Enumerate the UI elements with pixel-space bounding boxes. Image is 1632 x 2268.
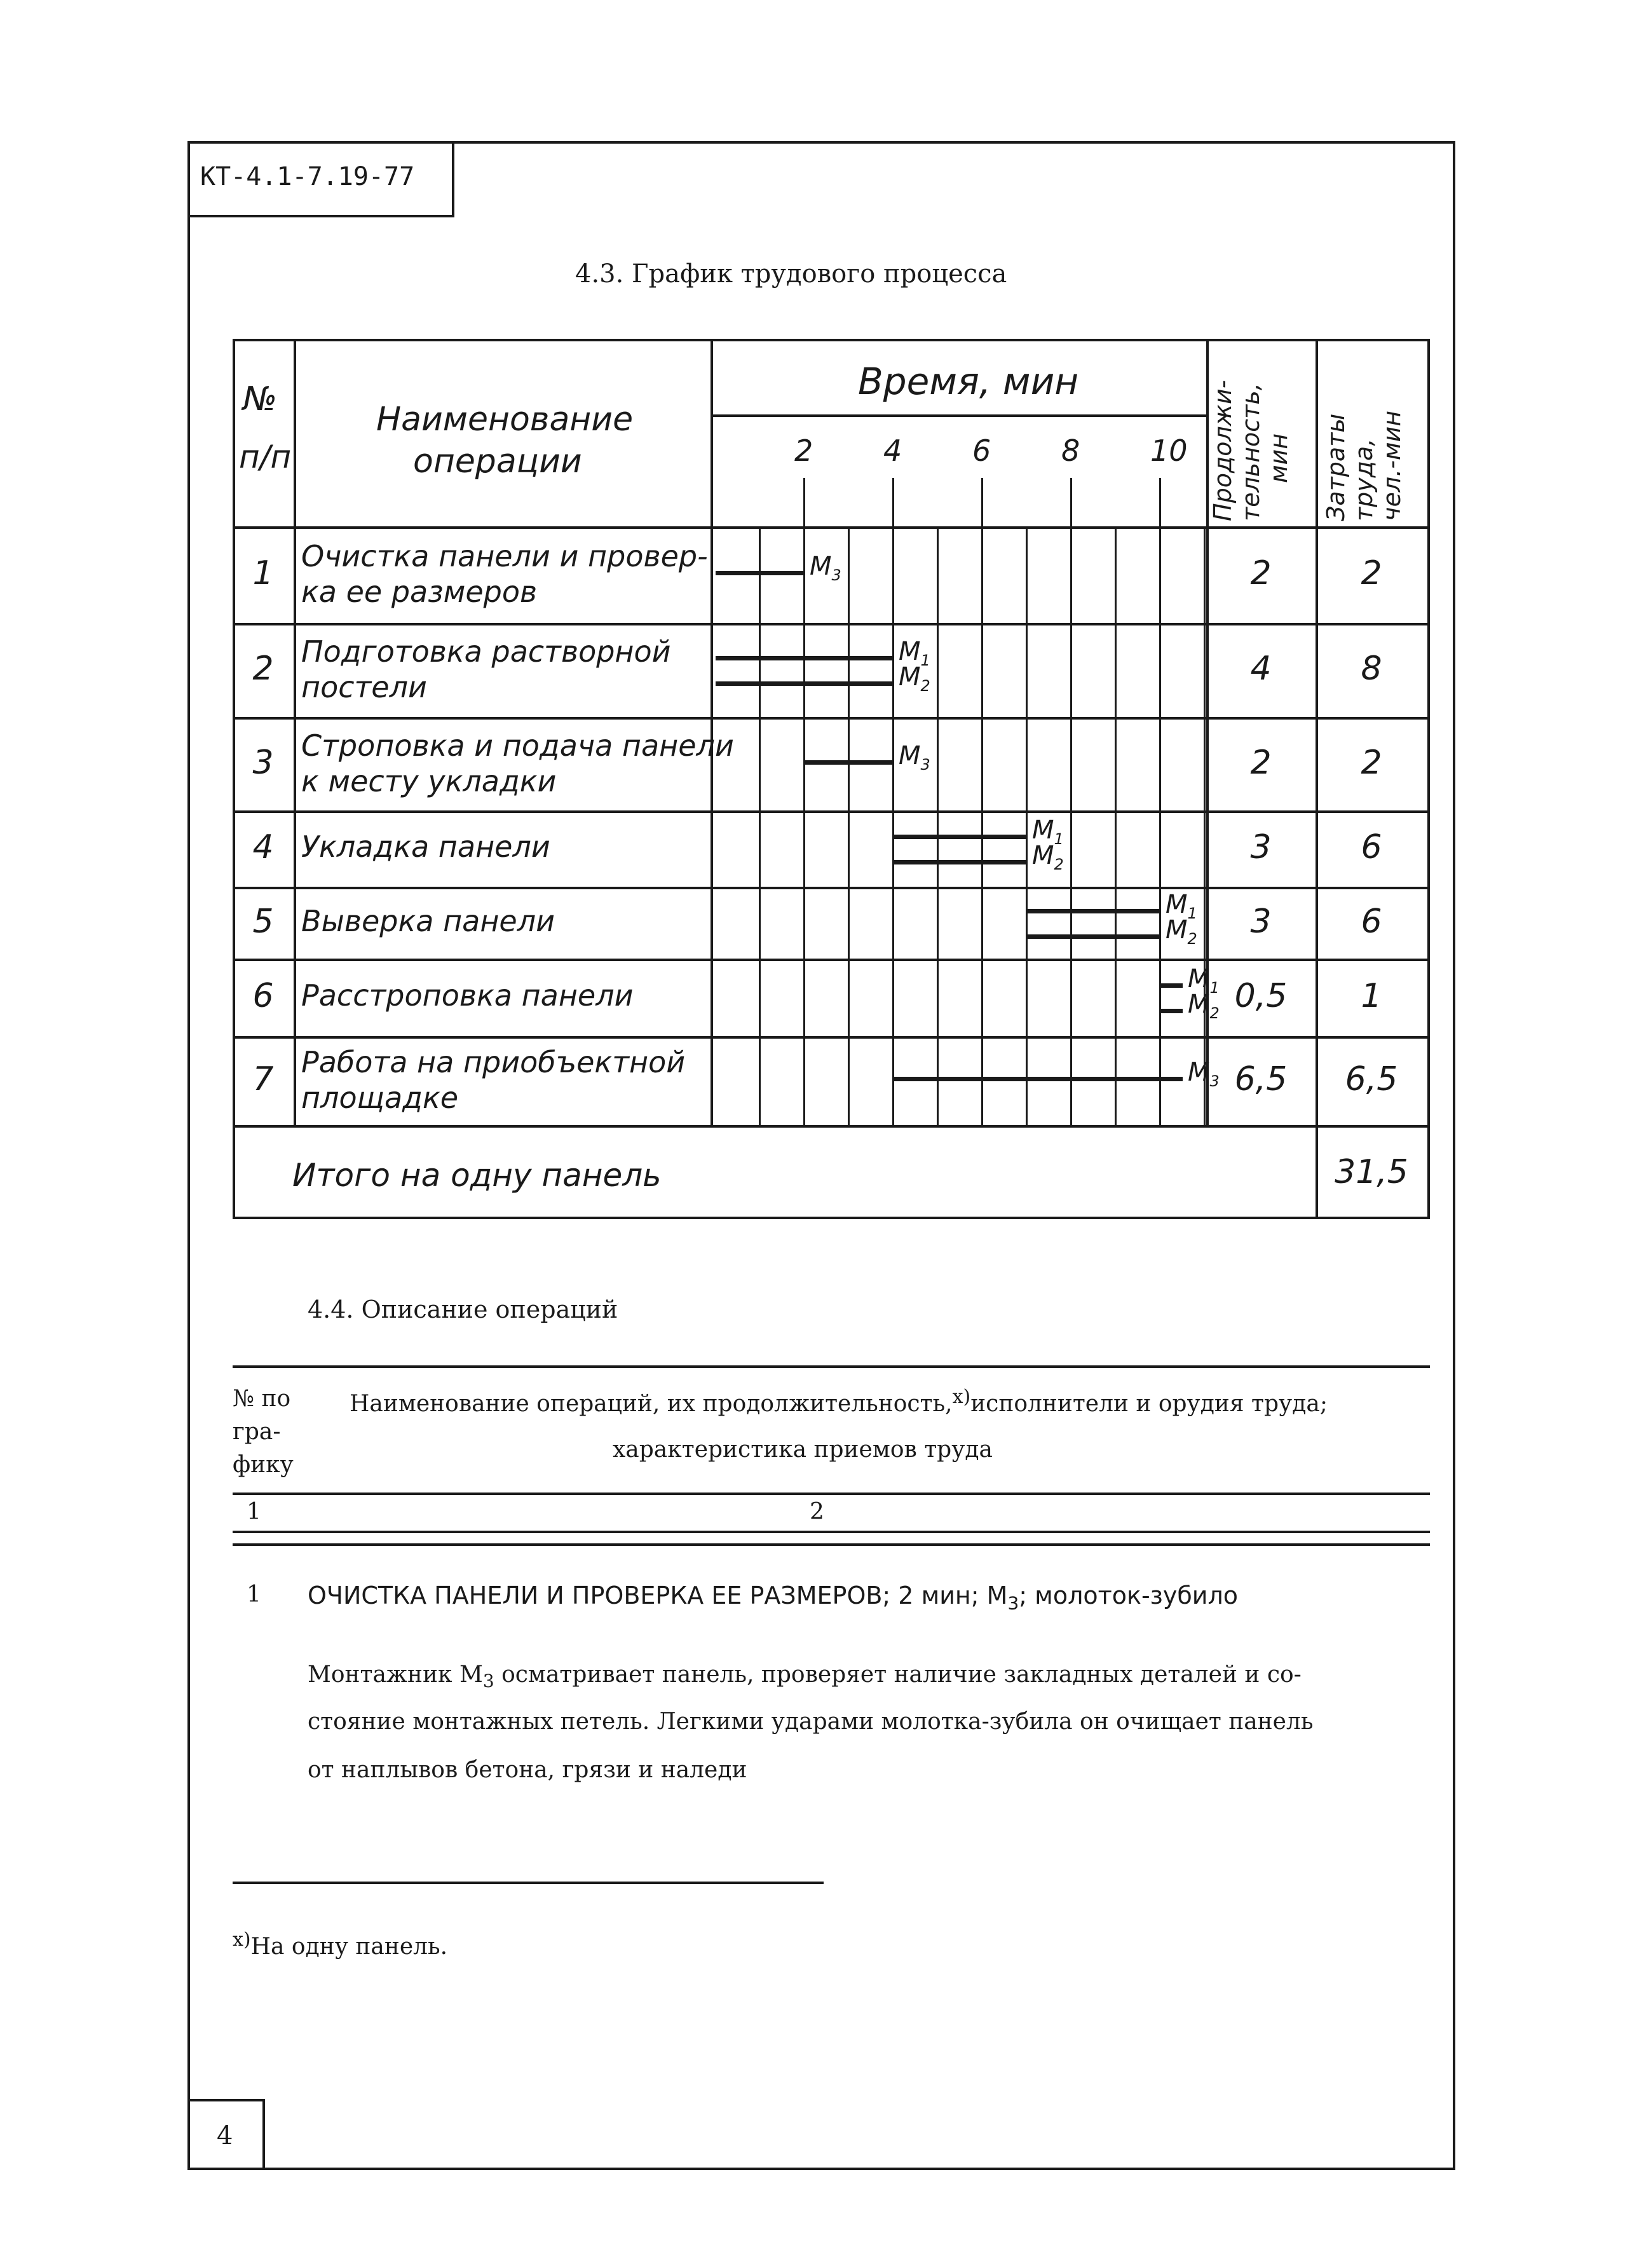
time-grid-line [1115, 526, 1117, 1125]
total-value: 31,5 [1335, 1153, 1408, 1191]
time-tick-mark [1070, 478, 1072, 526]
page-number: 4 [187, 2099, 265, 2170]
op1-desc1-b: осматривает панель, проверяет наличие закладных деталей и со- [494, 1662, 1302, 1688]
schedule-bar [716, 681, 894, 686]
worker-index: 3 [831, 566, 841, 584]
operation-name: Укладка панели [301, 830, 550, 864]
table-rule [233, 623, 1430, 625]
table-rule [233, 1036, 1430, 1039]
operation-name-line2: ка ее размеров [301, 575, 538, 609]
worker-letter: М [1188, 1058, 1210, 1087]
operation-name-line1: Работа на приобъектной [301, 1045, 686, 1079]
ops-rule [233, 1543, 1430, 1546]
time-tick-label: 6 [972, 434, 991, 468]
worker-letter: М [1166, 915, 1188, 945]
worker-index: 2 [920, 677, 930, 695]
worker-index: 1 [1054, 830, 1064, 848]
header-labor-line2: труда, [1350, 438, 1378, 521]
labor-value: 6,5 [1345, 1060, 1398, 1098]
labor-value: 1 [1361, 977, 1382, 1015]
worker-label [1188, 1058, 1220, 1090]
worker-letter: М [1032, 841, 1054, 870]
table-rule [233, 717, 1430, 720]
operation-name-line1: Строповка и подача панели [301, 728, 734, 763]
duration-value: 6,5 [1234, 1060, 1288, 1098]
time-grid-line [803, 526, 805, 1125]
header-name-line2: операции [413, 442, 582, 481]
worker-letter: М [1188, 990, 1210, 1019]
table-rule [233, 339, 1430, 341]
labor-value: 2 [1361, 554, 1382, 592]
ops-col2-line2: характеристика приемов труда [613, 1437, 993, 1463]
op1-title-a: ОЧИСТКА ПАНЕЛИ И ПРОВЕРКА ЕЕ РАЗМЕРОВ; 2 мин; М [308, 1581, 1008, 1609]
worker-letter: М [810, 552, 832, 581]
header-labor [1322, 411, 1406, 521]
operation-name-line1: Подготовка растворной [301, 634, 671, 669]
header-no-sign: № [243, 380, 278, 418]
schedule-bar [1160, 983, 1183, 988]
header-duration-line3: мин [1265, 433, 1293, 483]
ops-col-num1: 1 [247, 1499, 261, 1525]
row-number: 7 [252, 1060, 274, 1098]
time-grid-line [937, 526, 939, 1125]
table-rule [233, 959, 1430, 961]
ops-col1-line2: гра- [233, 1419, 281, 1445]
operation-name-line1: Очистка панели и провер- [301, 539, 708, 573]
schedule-bar [894, 835, 1027, 839]
ops-rule [233, 1531, 1430, 1533]
op1-desc1-sub: 3 [482, 1670, 494, 1692]
ops-rule-top [233, 1365, 1430, 1368]
worker-label [899, 662, 930, 695]
worker-letter: М [1166, 889, 1188, 919]
labor-value: 2 [1361, 743, 1382, 782]
footnote-text: На одну панель. [250, 1934, 448, 1960]
row-number: 2 [252, 650, 274, 688]
schedule-bar [894, 1077, 1183, 1081]
op1-title-b: ; молоток-зубило [1019, 1581, 1239, 1609]
table-rule [233, 1217, 1430, 1219]
duration-value: 3 [1250, 828, 1272, 866]
worker-index: 1 [1209, 979, 1220, 997]
labor-value: 6 [1361, 902, 1382, 941]
op1-desc1-a: Монтажник М [308, 1662, 483, 1688]
section-44-title: 4.4. Описание операций [308, 1295, 618, 1323]
header-labor-line1: Затраты [1322, 413, 1350, 521]
header-duration-line2: тельность, [1237, 383, 1265, 521]
operation-name: Расстроповка панели [301, 978, 634, 1013]
ops-col2-line1 [350, 1386, 1328, 1417]
worker-label [899, 741, 930, 774]
footnote [233, 1929, 447, 1960]
worker-label [1188, 990, 1220, 1022]
duration-value: 4 [1250, 650, 1272, 688]
worker-label [810, 552, 841, 584]
duration-value: 3 [1250, 902, 1272, 941]
worker-letter: М [1188, 964, 1210, 994]
footnote-mark: х) [233, 1929, 251, 1951]
header-labor-line3: чел.-мин [1378, 410, 1406, 521]
schedule-bar [894, 860, 1027, 864]
worker-letter: М [899, 741, 921, 770]
operation-name-line2: площадке [301, 1081, 459, 1115]
duration-value: 2 [1250, 554, 1272, 592]
time-grid-line [1070, 526, 1072, 1125]
footnote-rule [233, 1882, 824, 1884]
labor-value: 8 [1361, 650, 1382, 688]
labor-value: 6 [1361, 828, 1382, 866]
worker-index: 2 [1187, 929, 1197, 948]
schedule-bar [1027, 934, 1160, 939]
ops-col2-footnote-mark: х) [952, 1386, 971, 1408]
table-rule [1427, 339, 1430, 1219]
worker-index: 3 [920, 755, 930, 774]
time-tick-label: 10 [1150, 434, 1188, 468]
time-tick-label: 2 [794, 434, 813, 468]
row-number: 1 [252, 554, 274, 592]
table-rule [233, 887, 1430, 889]
time-tick-label: 4 [883, 434, 902, 468]
op1-number: 1 [247, 1581, 261, 1608]
time-tick-label: 8 [1061, 434, 1080, 468]
ops-col1-line1: № по [233, 1386, 291, 1412]
ops-col2-line1-b: исполнители и орудия труда; [970, 1391, 1328, 1417]
table-rule [294, 339, 296, 1125]
time-grid-line [1026, 526, 1028, 1125]
row-number: 6 [252, 977, 274, 1015]
ops-col2-line1-a: Наименование операций, их продолжительность, [350, 1391, 953, 1417]
time-grid-line [1204, 526, 1206, 1125]
operation-name: Выверка панели [301, 903, 555, 938]
section-43-title: 4.3. График трудового процесса [575, 259, 1007, 289]
schedule-bar [1027, 909, 1160, 913]
worker-index: 1 [920, 652, 930, 669]
time-tick-mark [892, 478, 894, 526]
ops-col1-line3: фику [233, 1452, 294, 1478]
header-time: Время, мин [858, 360, 1079, 403]
schedule-bar [716, 571, 805, 575]
time-grid-line [1159, 526, 1161, 1125]
worker-letter: М [1032, 816, 1054, 845]
op1-desc-line1 [308, 1662, 1302, 1691]
schedule-bar [716, 656, 894, 660]
op1-title [308, 1581, 1238, 1614]
worker-label [1032, 841, 1064, 873]
worker-index: 1 [1187, 904, 1197, 922]
op1-desc-line2: стояние монтажных петель. Легкими ударами молотка-зубила он очищает панель [308, 1709, 1314, 1735]
header-no-pp: п/п [239, 439, 292, 475]
operation-name-line2: к месту укладки [301, 763, 557, 798]
operation-name-line2: постели [301, 670, 427, 704]
schedule-bar [1160, 1009, 1183, 1013]
duration-value: 2 [1250, 743, 1272, 782]
table-rule [711, 414, 1209, 417]
ops-col-num2: 2 [810, 1499, 824, 1525]
row-number: 4 [252, 828, 274, 866]
worker-index: 3 [1209, 1072, 1220, 1090]
op1-title-sub: 3 [1007, 1592, 1019, 1614]
time-tick-mark [803, 478, 805, 526]
total-label: Итого на одну панель [292, 1157, 662, 1194]
table-rule [233, 810, 1430, 813]
worker-letter: М [899, 662, 921, 692]
worker-label [1166, 915, 1197, 948]
time-tick-mark [981, 478, 983, 526]
row-number: 3 [252, 743, 274, 782]
time-grid-line [981, 526, 983, 1125]
header-duration-line1: Продолжи- [1209, 379, 1237, 521]
duration-value: 0,5 [1234, 977, 1288, 1015]
document-code: КТ-4.1-7.19-77 [187, 141, 454, 217]
worker-index: 2 [1054, 856, 1064, 873]
op1-desc-line3: от наплывов бетона, грязи и наледи [308, 1757, 747, 1783]
table-rule [233, 526, 1430, 529]
time-tick-mark [1159, 478, 1161, 526]
worker-letter: М [899, 637, 921, 666]
ops-rule [233, 1493, 1430, 1495]
table-rule [233, 1125, 1430, 1128]
time-grid-line [759, 526, 761, 1125]
worker-index: 2 [1209, 1004, 1220, 1022]
header-duration [1209, 380, 1293, 521]
row-number: 5 [252, 902, 274, 941]
schedule-bar [805, 760, 894, 765]
time-grid-line [848, 526, 850, 1125]
header-name-line1: Наименование [376, 400, 634, 439]
time-grid-line [892, 526, 894, 1125]
